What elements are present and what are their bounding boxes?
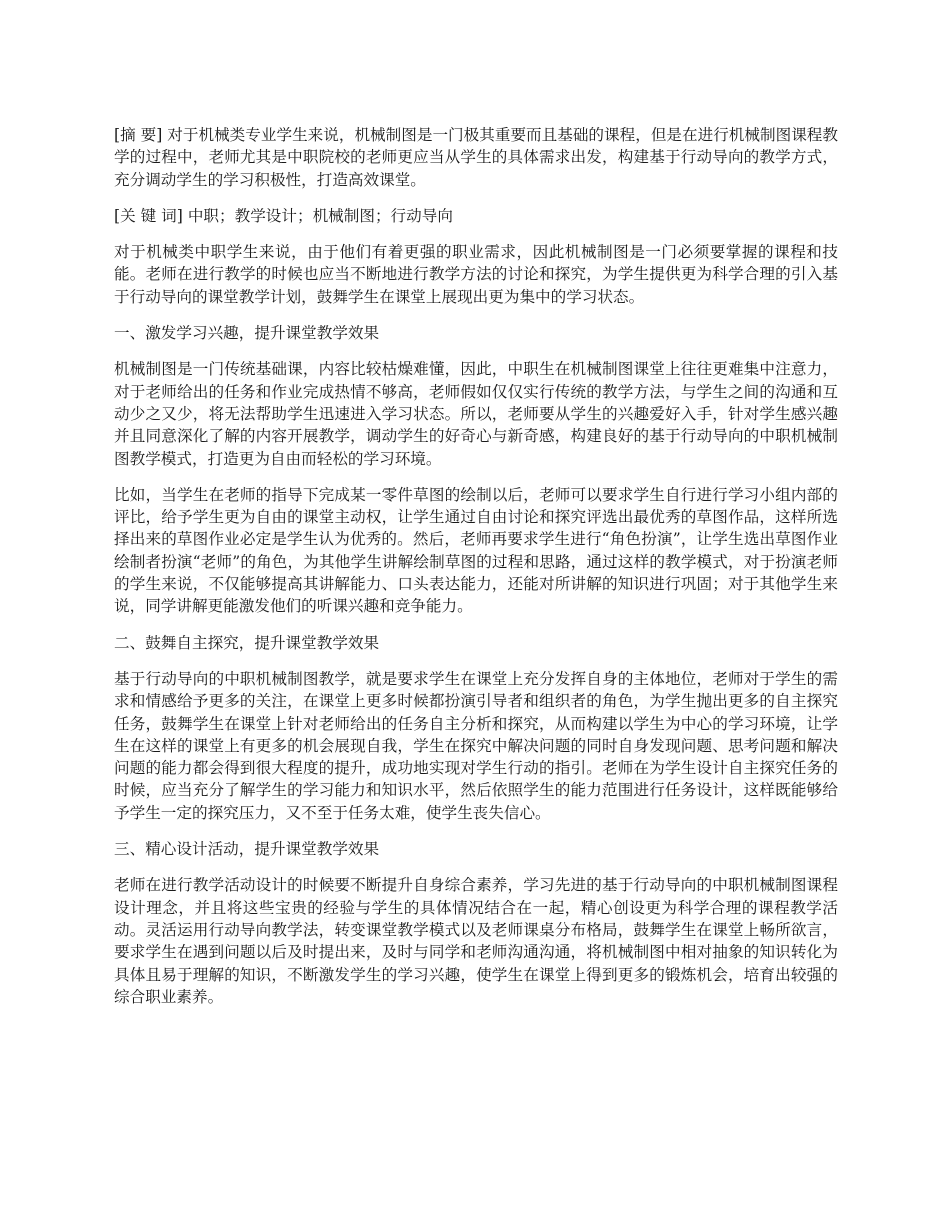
- abstract-paragraph: [摘 要] 对于机械类专业学生来说，机械制图是一门极其重要而且基础的课程，但是在进行机械制图课程教学的过程中，老师尤其是中职院校的老师更应当从学生的具体需求出发，构建基于行动导向的教学方式，充分调动学生的学习积极性，打造高效课堂。: [114, 126, 838, 189]
- intro-paragraph: 对于机械类中职学生来说，由于他们有着更强的职业需求，因此机械制图是一门必须要掌握的课程和技能。老师在进行教学的时候也应当不断地进行教学方法的讨论和探究，为学生提供更为科学合理的引入基于行动导向的课堂教学计划，鼓舞学生在课堂上展现出更为集中的学习状态。: [114, 243, 838, 306]
- document-body: [114, 124, 838, 1022]
- section-3-paragraph-1: 老师在进行教学活动设计的时候要不断提升自身综合素养，学习先进的基于行动导向的中职机械制图课程设计理念，并且将这些宝贵的经验与学生的具体情况结合在一起，精心创设更为科学合理的课程教学活动。灵活运用行动导向教学法，转变课堂教学模式以及老师课桌分布格局，鼓舞学生在课堂上畅所欲言，要求学生在遇到问题以后及时提出来，及时与同学和老师沟通沟通，将机械制图中相对抽象的知识转化为具体且易于理解的知识，不断激发学生的学习兴趣，使学生在课堂上得到更多的锻炼机会，培育出较强的综合职业素养。: [114, 876, 838, 1006]
- section-2-paragraph-1: 基于行动导向的中职机械制图教学，就是要求学生在课堂上充分发挥自身的主体地位，老师对于学生的需求和情感给予更多的关注，在课堂上更多时候都扮演引导者和组织者的角色，为学生抛出更多的自主探究任务，鼓舞学生在课堂上针对老师给出的任务自主分析和探究，从而构建以学生为中心的学习环境，让学生在这样的课堂上有更多的机会展现自我，学生在探究中解决问题的同时自身发现问题、思考问题和解决问题的能力都会得到很大程度的提升，成功地实现对学生行动的指引。老师在为学生设计自主探究任务的时候，应当充分了解学生的学习能力和知识水平，然后依照学生的能力范围进行任务设计，这样既能够给予学生一定的探究压力，又不至于任务太难，使学生丧失信心。: [114, 669, 838, 822]
- keywords-paragraph: [关 键 词] 中职；教学设计；机械制图；行动导向: [114, 206, 453, 225]
- section-1-heading: 一、激发学习兴趣，提升课堂教学效果: [114, 324, 380, 343]
- section-3-heading: 三、精心设计活动，提升课堂教学效果: [114, 840, 380, 859]
- section-2-heading: 二、鼓舞自主探究，提升课堂教学效果: [114, 633, 380, 652]
- section-1-paragraph-2: 比如，当学生在老师的指导下完成某一零件草图的绘制以后，老师可以要求学生自行进行学习小组内部的评比，给予学生更为自由的课堂主动权，让学生通过自由讨论和探究评选出最优秀的草图作品，这样所选择出来的草图作业必定是学生认为优秀的。然后，老师再要求学生进行“角色扮演”，让学生选出草图作业绘制者扮演“老师”的角色，为其他学生讲解绘制草图的过程和思路，通过这样的教学模式，对于扮演老师的学生来说，不仅能够提高其讲解能力、口头表达能力，还能对所讲解的知识进行巩固；对于其他学生来说，同学讲解更能激发他们的听课兴趣和竞争能力。: [114, 485, 838, 616]
- section-1-paragraph-1: 机械制图是一门传统基础课，内容比较枯燥难懂，因此，中职生在机械制图课堂上往往更难集中注意力，对于老师给出的任务和作业完成热情不够高，老师假如仅仅实行传统的教学方法，与学生之间的沟通和互动少之又少，将无法帮助学生迅速进入学习状态。所以，老师要从学生的兴趣爱好入手，针对学生感兴趣并且同意深化了解的内容开展教学，调动学生的好奇心与新奇感，构建良好的基于行动导向的中职机械制图教学模式，打造更为自由而轻松的学习环境。: [114, 360, 838, 468]
